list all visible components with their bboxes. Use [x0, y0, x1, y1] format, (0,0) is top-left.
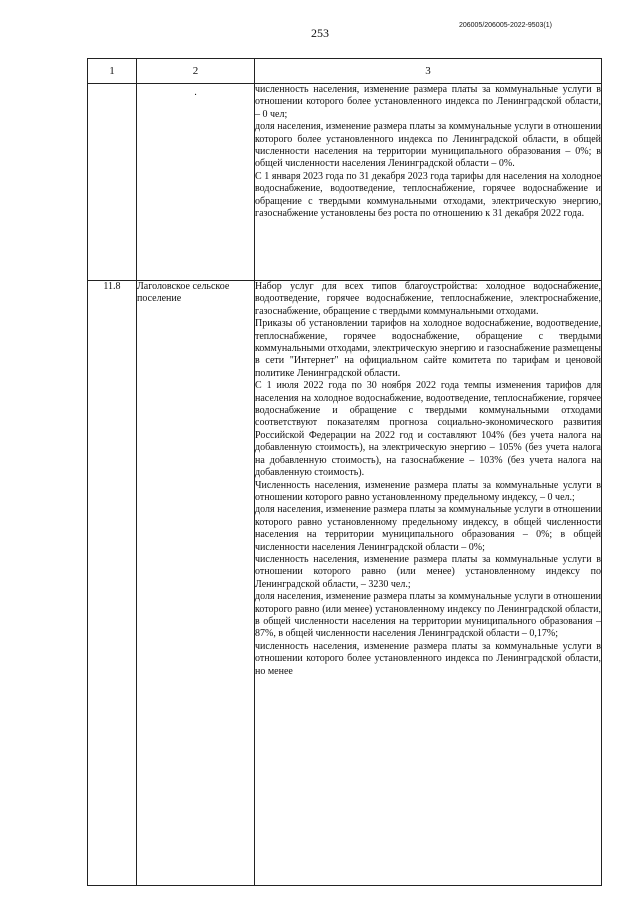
cell-number: 11.8	[88, 281, 137, 886]
paragraph: численность населения, изменение размера платы за коммунальные услуги в отношении которого более установленного индекса по Ленинградской области, – 0 чел;	[255, 84, 601, 120]
cell-name: ·	[137, 84, 255, 281]
paragraph: численность населения, изменение размера платы за коммунальные услуги в отношении которого более установленного индекса по Ленинградской области, но менее	[255, 640, 601, 677]
paragraph: Численность населения, изменение размера платы за коммунальные услуги в отношении которого равно установленному предельному индексу, – 0 чел.;	[255, 479, 601, 503]
paragraph: доля населения, изменение размера платы за коммунальные услуги в отношении которого более установленного индекса по Ленинградской области, в общей численности населения на территории муниципального образования – 0%; в общей численности населения Ленинградской области – 0%.	[255, 121, 601, 170]
paragraph: С 1 июля 2022 года по 30 ноября 2022 года темпы изменения тарифов для населения на холодное водоснабжение, водоотведение, теплоснабжение, горячее водоснабжение и обращение с твердыми коммунальными отходами соответствуют показателям прогноза социально-экономического развития Российской Федерации на 2022 год и составляют 104% (без учета налога на добавленную стоимость), на электрическую энергию – 105% (без учета налога на добавленную стоимость), на газоснабжение – 103% (без учета налога на добавленную стоимость).	[255, 380, 601, 479]
paragraph: доля населения, изменение размера платы за коммунальные услуги в отношении которого равно установленному предельному индексу, в общей численности населения на территории муниципального образования – 0%; в общей численности населения Ленинградской области – 0%;	[255, 504, 601, 553]
document-id: 206005/206005-2022-9503(1)	[458, 22, 552, 29]
column-header-1: 1	[88, 59, 137, 84]
table-row-11-8	[88, 281, 602, 886]
paragraph: С 1 января 2023 года по 31 декабря 2023 года тарифы для населения на холодное водоснабжение, водоотведение, теплоснабжение, горячее водоснабжение и обращение с твердыми коммунальными отходами, электрическую энергию, газоснабжение установлены без роста по отношению к 31 декабря 2022 года.	[255, 170, 601, 220]
column-header-3: 3	[255, 59, 602, 84]
column-header-2: 2	[137, 59, 255, 84]
cell-name: Лаголовское сельское поселение	[137, 281, 255, 886]
tariff-table	[87, 58, 602, 886]
paragraph: численность населения, изменение размера платы за коммунальные услуги в отношении которого равно (или менее) установленному индексу по Ленинградской области, – 3230 чел.;	[255, 553, 601, 590]
table-row-continuation	[88, 84, 602, 281]
table-header-row	[88, 59, 602, 84]
cell-number	[88, 84, 137, 281]
page-number: 253	[311, 26, 329, 40]
paragraph: Приказы об установлении тарифов на холодное водоснабжение, водоотведение, теплоснабжение, горячее водоснабжение, обращение с твердыми коммунальными отходами, электрическую энергию и газоснабжение размещены в сети "Интернет" на официальном сайте комитета по тарифам и ценовой политике Ленинградской области.	[255, 318, 601, 379]
cell-description	[255, 281, 602, 886]
cell-description	[255, 84, 602, 281]
paragraph: Набор услуг для всех типов благоустройства: холодное водоснабжение, водоотведение, горячее водоснабжение, теплоснабжение, электроснабжение, газоснабжение, обращение с твердыми коммунальными отходами.	[255, 281, 601, 317]
paragraph: доля населения, изменение размера платы за коммунальные услуги в отношении которого равно (или менее) установленному индексу по Ленинградской области, в общей численности населения на территории муниципального образования – 87%, в общей численности населения Ленинградской области – 0,17%;	[255, 591, 601, 640]
